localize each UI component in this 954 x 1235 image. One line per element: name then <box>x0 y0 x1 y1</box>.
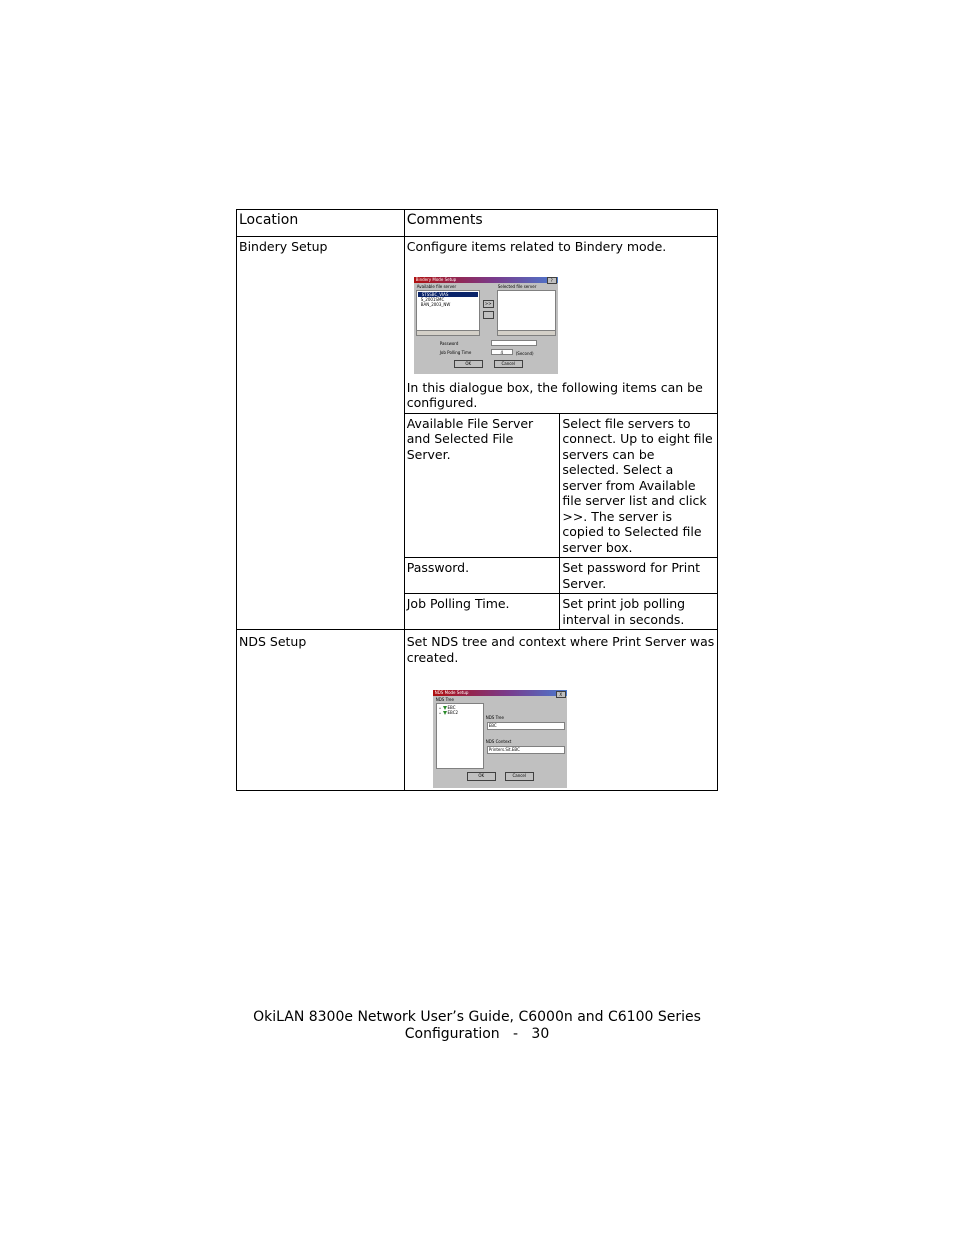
dialog-title: NDS Mode Setup <box>434 690 469 695</box>
nds-tree-input[interactable]: EBC <box>487 722 565 730</box>
close-icon[interactable]: X <box>556 691 566 698</box>
bindery-intro-text: Configure items related to Bindery mode. <box>406 239 667 254</box>
help-icon[interactable]: ? <box>547 277 557 284</box>
horizontal-scrollbar[interactable] <box>498 330 555 335</box>
selected-file-server-list[interactable] <box>497 290 556 336</box>
item-name-cell: Password. <box>404 558 560 594</box>
item-desc-cell: Select file servers to connect. Up to eight file servers can be selected. Select a server from Available file server list and click >>. The server is copied to Selected file server box. <box>560 413 718 558</box>
available-file-server-label: Available file server <box>416 283 457 289</box>
table-row-nds <box>237 630 718 791</box>
bindery-comments-cell <box>404 237 717 414</box>
password-label: Password <box>439 340 459 346</box>
polling-unit-label: (Second) <box>515 350 534 356</box>
list-item[interactable]: + EBC <box>438 705 456 710</box>
bindery-location-cell: Bindery Setup <box>237 237 405 630</box>
job-polling-time-input[interactable]: 4 <box>491 349 513 355</box>
cancel-button[interactable]: Cancel <box>505 772 534 781</box>
list-item[interactable]: BAN_2003_NW <box>420 301 451 307</box>
add-server-button[interactable]: >> <box>483 300 494 308</box>
list-item[interactable]: + EBC2 <box>438 710 459 715</box>
bindery-mode-setup-dialog <box>414 277 558 374</box>
list-item[interactable]: S_2001SMC <box>420 296 445 302</box>
table-header-row <box>237 210 718 237</box>
dialog-title: Bindery Mode Setup <box>415 276 457 282</box>
item-name-cell: Job Polling Time. <box>404 594 560 630</box>
list-item[interactable]: STSSBC_VIAS <box>418 292 478 297</box>
ok-button[interactable]: OK <box>454 360 483 368</box>
nds-intro-text: Set NDS tree and context where Print Server was created. <box>406 634 715 665</box>
item-desc-cell: Set password for Print Server. <box>560 558 718 594</box>
dialog-title-bar <box>433 690 567 696</box>
nds-tree-field-label: NDS Tree <box>485 715 504 720</box>
available-file-server-list[interactable] <box>416 290 480 336</box>
remove-server-button[interactable] <box>483 311 494 319</box>
tree-icon <box>443 711 447 715</box>
nds-context-input[interactable]: Printers.Sit.EBC <box>487 746 565 754</box>
ok-button[interactable]: OK <box>467 772 496 781</box>
nds-mode-setup-dialog <box>433 690 567 788</box>
job-polling-time-label: Job Polling Time <box>439 349 472 355</box>
footer-page-number: Configuration - 30 <box>404 1026 550 1042</box>
selected-file-server-label: Selected file server <box>497 283 537 289</box>
header-comments: Comments <box>404 210 717 237</box>
cancel-button[interactable]: Cancel <box>494 360 523 368</box>
nds-tree-list[interactable] <box>436 703 484 769</box>
bindery-after-dialog-text: In this dialogue box, the following items can be configured. <box>406 379 703 410</box>
password-input[interactable] <box>491 340 537 346</box>
table-row-bindery <box>237 237 718 414</box>
configuration-table <box>236 209 718 791</box>
item-name-cell: Available File Server and Selected File Server. <box>404 413 560 558</box>
dialog-title-bar <box>414 277 558 283</box>
horizontal-scrollbar[interactable] <box>417 330 479 335</box>
header-location: Location <box>237 210 405 237</box>
item-desc-cell: Set print job polling interval in seconds. <box>560 594 718 630</box>
nds-tree-list-label: NDS Tree <box>435 697 454 702</box>
nds-comments-cell <box>404 630 717 791</box>
nds-context-field-label: NDS Context <box>485 739 512 744</box>
nds-location-cell: NDS Setup <box>237 630 405 791</box>
footer-title: OkiLAN 8300e Network User’s Guide, C6000n and C6100 Series <box>253 1009 701 1025</box>
